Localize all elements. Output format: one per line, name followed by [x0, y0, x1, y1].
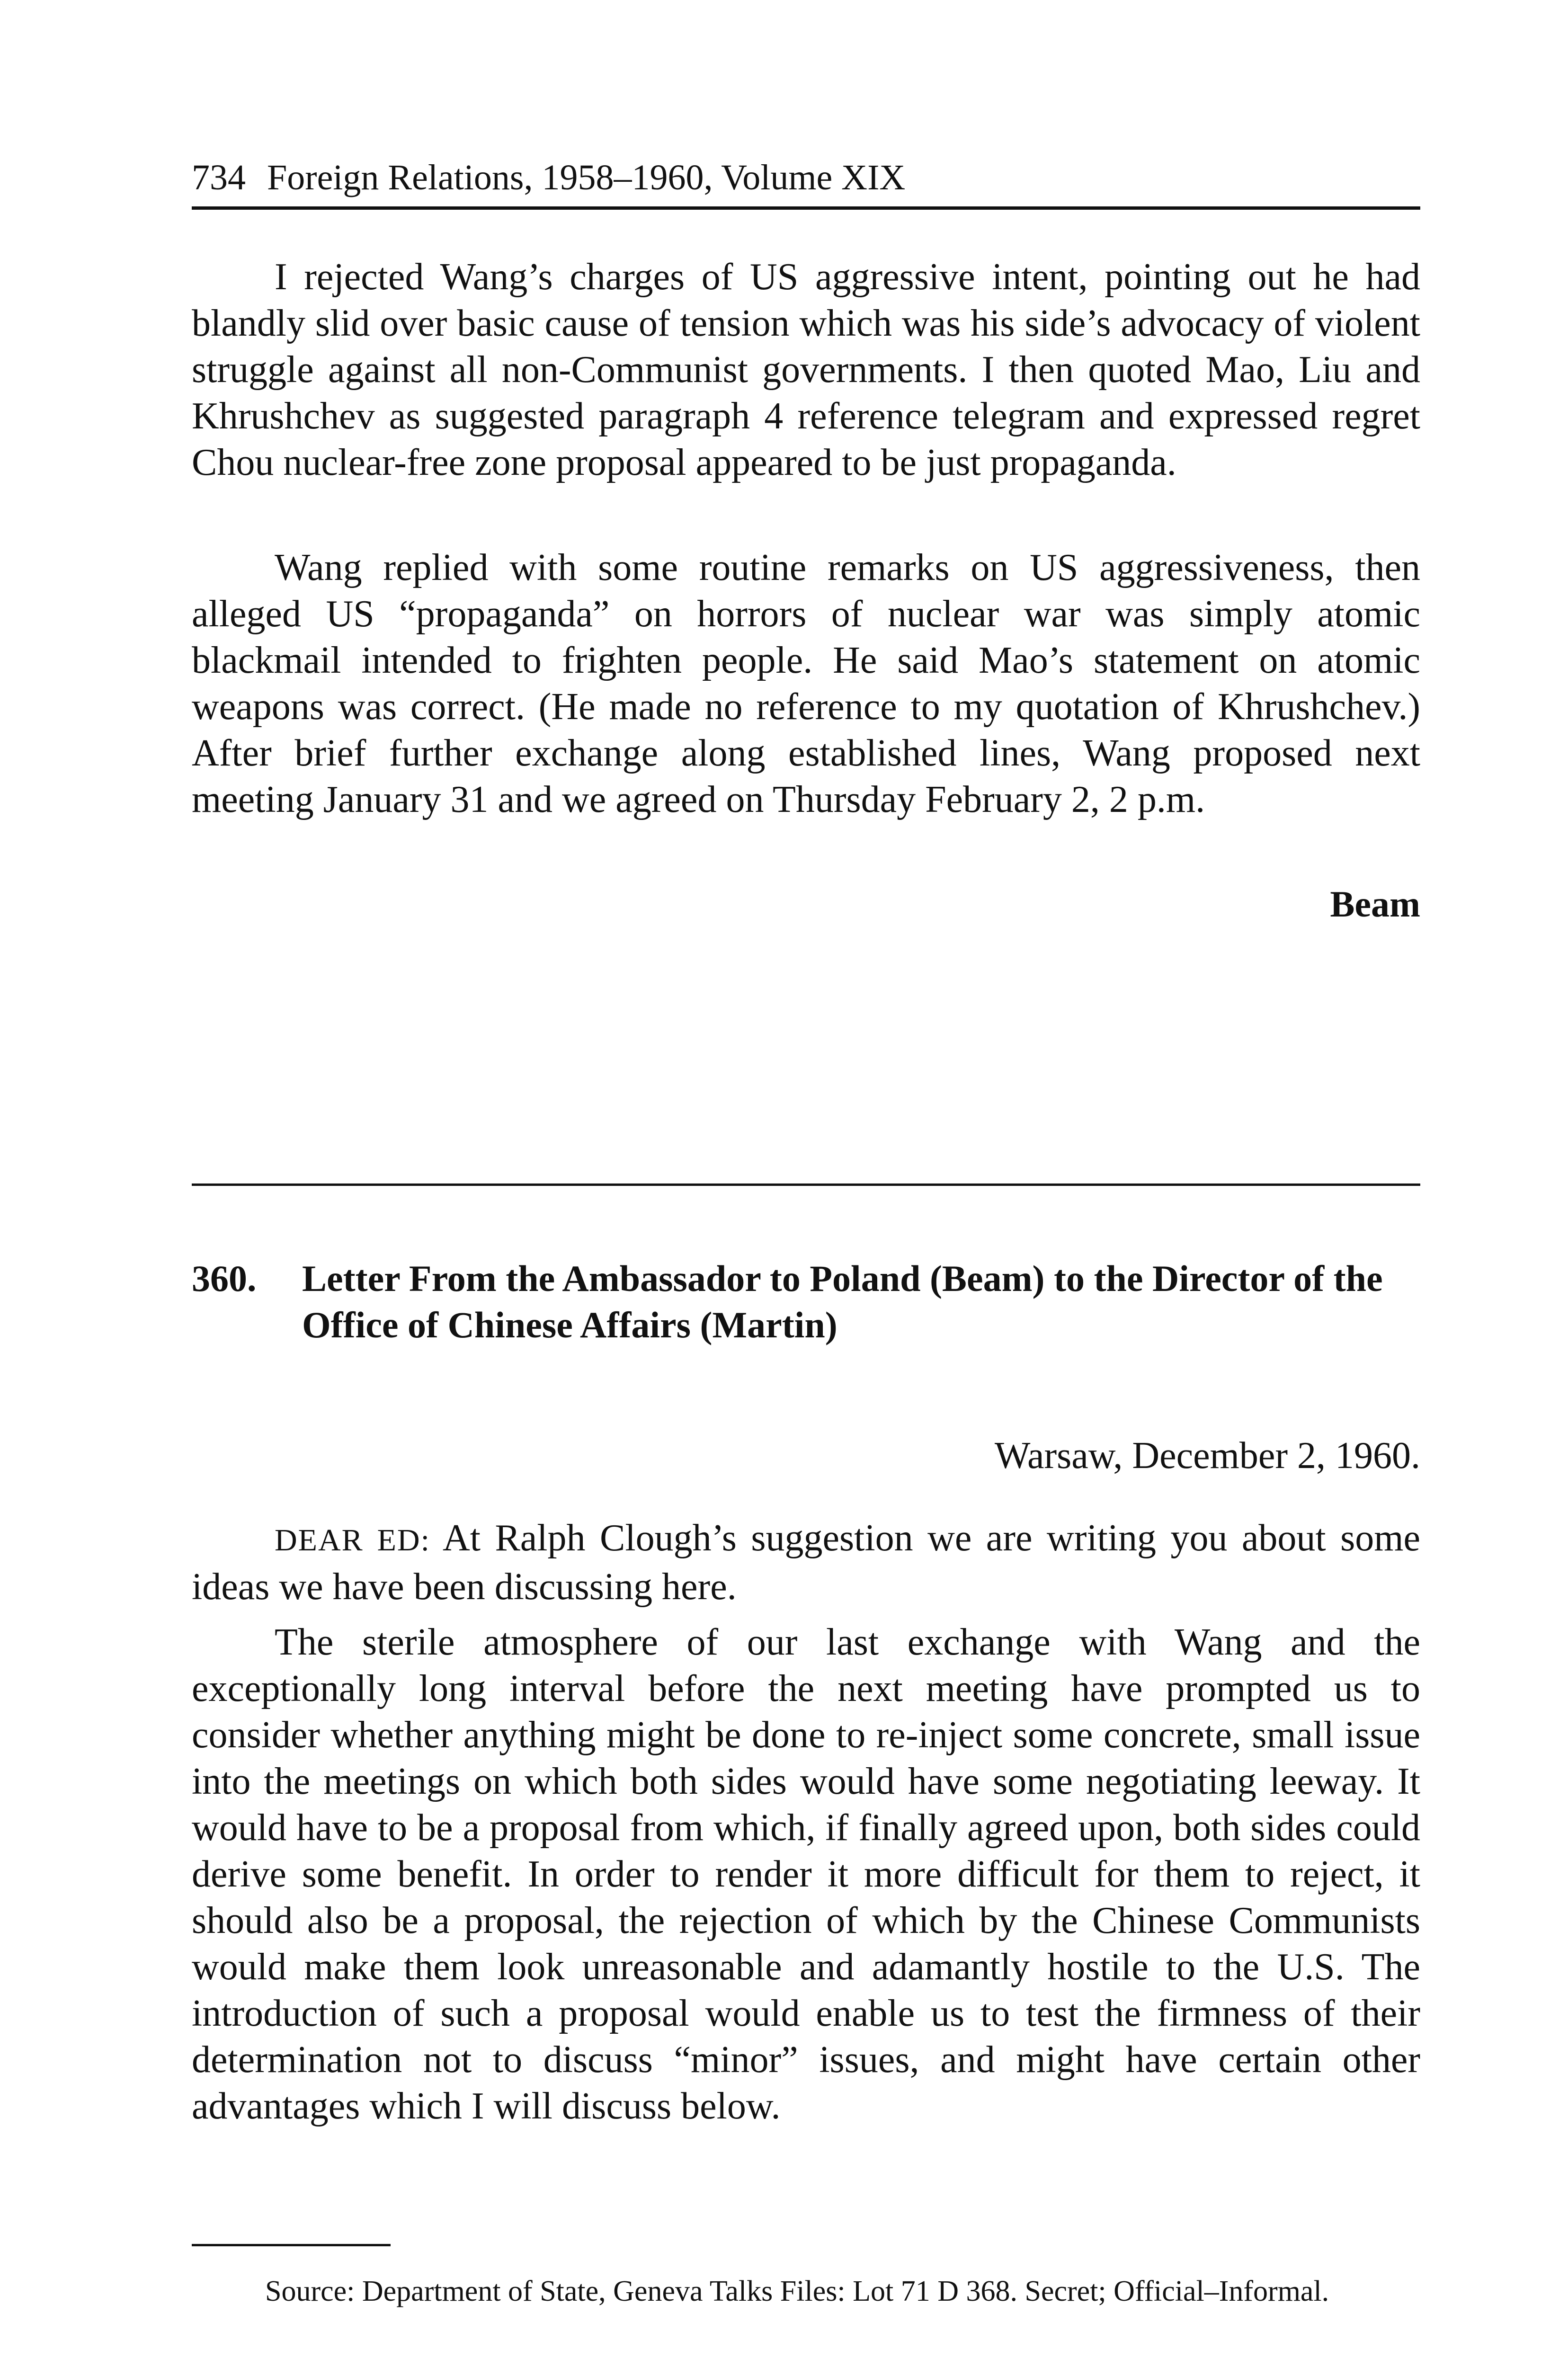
document-title: Letter From the Ambassador to Poland (Beam) to the Director of the Office of Chinese Affairs (Martin)	[302, 1258, 1383, 1345]
running-title: Foreign Relations, 1958–1960, Volume XIX	[267, 158, 906, 197]
letter-paragraph-1	[192, 1515, 1420, 1610]
document-heading	[192, 1255, 1420, 1348]
letter-paragraph-2: The sterile atmosphere of our last exchange with Wang and the exceptionally long interval before the next meeting have prompted us to consider whether anything might be done to re-inject some concrete, small issue into the meetings on which both sides would have some negotiating leeway. It would have to be a proposal from which, if finally agreed upon, both sides could derive some benefit. In order to render it more difficult for them to reject, it should also be a proposal, the rejection of which by the Chinese Communists would make them look unreasonable and adamantly hostile to the U.S. The introduction of such a proposal would enable us to test the firmness of their determination not to discuss “minor” issues, and might have certain other advantages which I will discuss below.	[192, 1621, 1420, 2127]
previous-document-paragraph-2: Wang replied with some routine remarks on US aggressiveness, then alleged US “propaganda” on horrors of nuclear war was simply atomic blackmail intended to frighten people. He said Mao’s statement on atomic weapons was correct. (He made no reference to my quotation of Khrushchev.) After brief further exchange along established lines, Wang proposed next meeting January 31 and we agreed on Thursday February 2, 2 p.m.	[192, 547, 1420, 820]
previous-document-paragraph-1: I rejected Wang’s charges of US aggressive intent, pointing out he had blandly slid over basic cause of tension which was his side’s advocacy of violent struggle against all non-Communist governments. I then quoted Mao, Liu and Khrushchev as suggested paragraph 4 reference telegram and expressed regret Chou nuclear-free zone proposal appeared to be just propaganda.	[192, 256, 1420, 483]
signature: Beam	[1330, 883, 1420, 925]
running-header	[192, 154, 1420, 201]
document-number: 360.	[192, 1258, 257, 1299]
header-rule	[192, 206, 1420, 210]
footnote-rule	[192, 2244, 391, 2246]
salutation: DEAR ED:	[275, 1523, 430, 1557]
source-footnote: Source: Department of State, Geneva Talks Files: Lot 71 D 368. Secret; Official–Informal.	[265, 2275, 1329, 2307]
page-number: 734	[192, 158, 246, 197]
letter-paragraph-1-text: At Ralph Clough’s suggestion we are writing you about some ideas we have been discussing here.	[192, 1517, 1420, 1608]
document-separator-rule	[192, 1184, 1420, 1186]
dateline: Warsaw, December 2, 1960.	[994, 1435, 1420, 1477]
